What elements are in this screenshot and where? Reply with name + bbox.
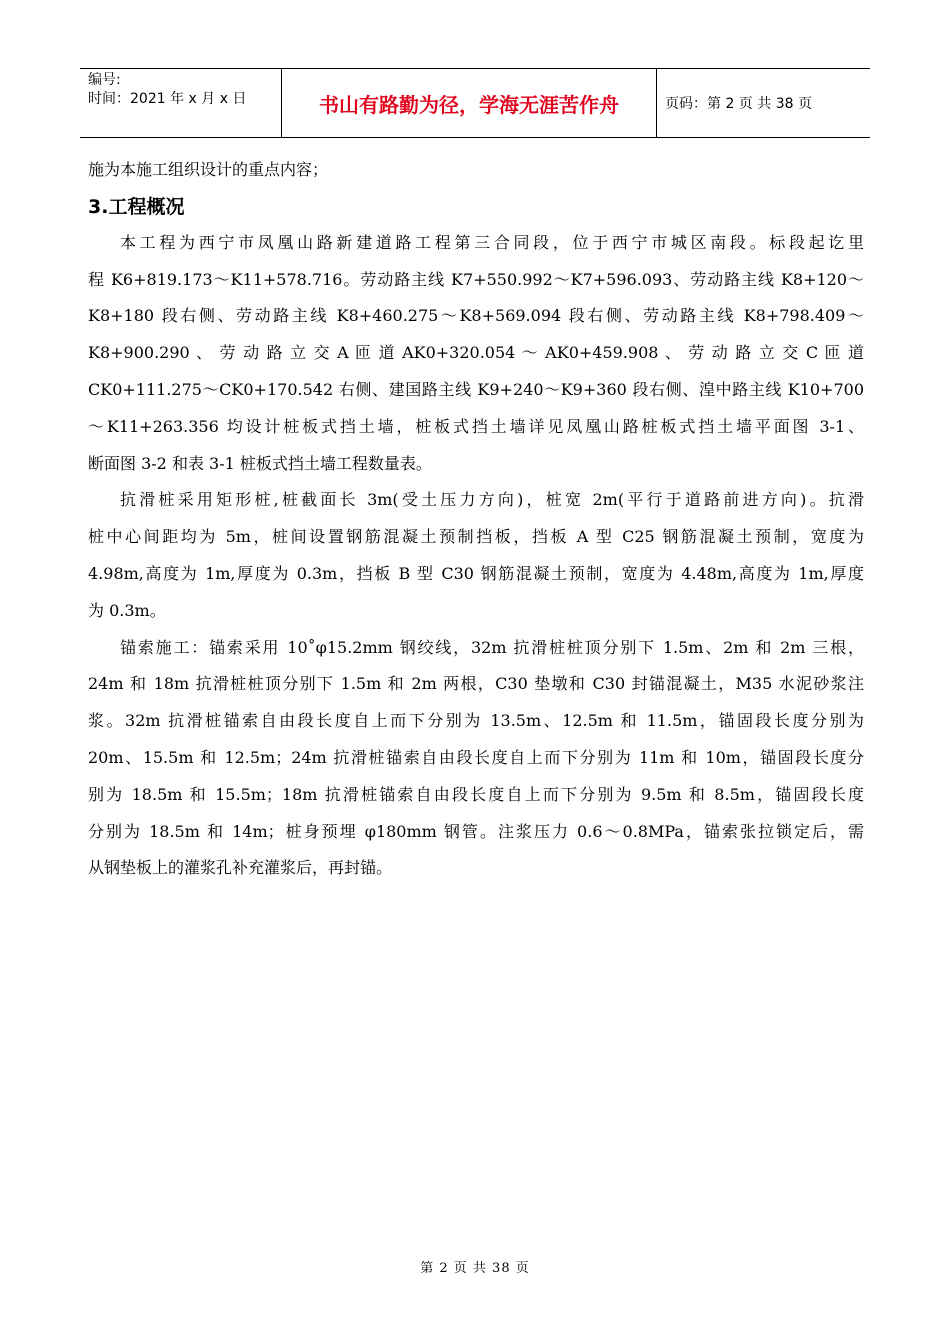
document-code-label: 编号: xyxy=(88,72,121,88)
intro-line: 施为本施工组织设计的重点内容； xyxy=(88,160,329,179)
header-meta-cell xyxy=(80,69,282,137)
document-time-label: 时间：2021 年 x 月 x 日 xyxy=(88,91,247,107)
text-line: 桩中心间距均为 5m，桩间设置钢筋混凝土预制挡板，挡板 A 型 C25 钢筋混凝土预制，宽度为 xyxy=(88,527,864,547)
section-title: 3.工程概况 xyxy=(88,195,185,218)
text-line: CK0+111.275～CK0+170.542 右侧、建国路主线 K9+240～K9+360 段右侧、湟中路主线 K10+700 xyxy=(88,379,864,399)
text-line: ～K11+263.356 均设计桩板式挡土墙，桩板式挡土墙详见凤凰山路桩板式挡土墙平面图 3-1、 xyxy=(88,416,864,436)
text-line: 浆。32m 抗滑桩锚索自由段长度自上而下分别为 13.5m、12.5m 和 11.5m，锚固段长度分别为 xyxy=(88,711,864,731)
text-line: 从钢垫板上的灌浆孔补充灌浆后，再封锚。 xyxy=(88,858,393,878)
text-line: K8+180 段右侧、劳动路主线 K8+460.275～K8+569.094 段右侧、劳动路主线 K8+798.409～ xyxy=(88,306,864,326)
text-line: 别为 18.5m 和 15.5m；18m 抗滑桩锚索自由段长度自上而下分别为 9.5m 和 8.5m，锚固段长度 xyxy=(88,784,864,804)
header-page-info: 页码：第 2 页 共 38 页 xyxy=(665,96,812,112)
text-line: 为 0.3m。 xyxy=(88,600,166,620)
text-line: 程 K6+819.173～K11+578.716。劳动路主线 K7+550.992～K7+596.093、劳动路主线 K8+120～ xyxy=(88,269,864,289)
paragraph-anchor-cable xyxy=(88,630,864,888)
text-line: 抗滑桩采用矩形桩,桩截面长 3m(受土压力方向)，桩宽 2m(平行于道路前进方向)。抗滑 xyxy=(120,490,864,510)
text-line: 4.98m,高度为 1m,厚度为 0.3m，挡板 B 型 C30 钢筋混凝土预制，宽度为 4.48m,高度为 1m,厚度 xyxy=(88,563,864,583)
text-line: 24m 和 18m 抗滑桩桩顶分别下 1.5m 和 2m 两根，C30 垫墩和 C30 封锚混凝土，M35 水泥砂浆注 xyxy=(88,674,864,694)
text-line: 断面图 3-2 和表 3-1 桩板式挡土墙工程数量表。 xyxy=(88,453,432,473)
paragraph-project-overview xyxy=(88,225,864,483)
text-line: 20m、15.5m 和 12.5m；24m 抗滑桩锚索自由段长度自上而下分别为 11m 和 10m，锚固段长度分 xyxy=(88,747,864,767)
page-header xyxy=(80,68,870,138)
document-body xyxy=(88,152,864,887)
text-line: 本工程为西宁市凤凰山路新建道路工程第三合同段，位于西宁市城区南段。标段起讫里 xyxy=(120,232,864,252)
text-line: K8+900.290 、 劳 动 路 立 交 A 匝 道 AK0+320.054 ～ AK0+459.908 、 劳 动 路 立 交 C 匝 道 xyxy=(88,343,864,363)
header-motto: 书山有路勤为径，学海无涯苦作舟 xyxy=(282,69,657,137)
text-line: 锚索施工：锚索采用 10˚φ15.2mm 钢绞线，32m 抗滑桩桩顶分别下 1.5m、2m 和 2m 三根， xyxy=(120,637,864,657)
paragraph-anti-slide-pile xyxy=(88,482,864,629)
page-footer: 第 2 页 共 38 页 xyxy=(420,1261,530,1276)
text-line: 分别为 18.5m 和 14m；桩身预埋 φ180mm 钢管。注浆压力 0.6～0.8MPa，锚索张拉锁定后，需 xyxy=(88,821,864,841)
